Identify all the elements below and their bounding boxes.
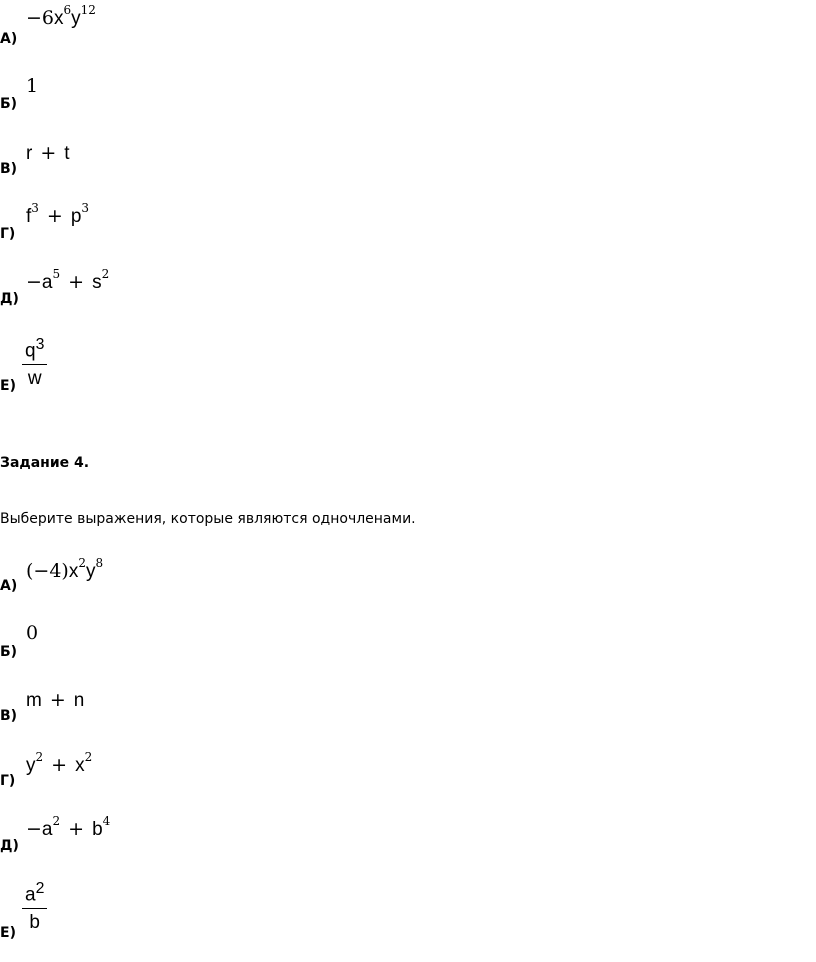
option-expression: $-6x^6y^{12}$ bbox=[26, 2, 96, 29]
fraction-numerator: $q^3$ bbox=[22, 334, 47, 365]
option-label: Б) bbox=[0, 96, 18, 112]
option-label: Г) bbox=[0, 226, 16, 242]
option-expression: m + n bbox=[26, 689, 85, 711]
option-label: А) bbox=[0, 578, 18, 594]
option-label: Б) bbox=[0, 644, 18, 660]
option-expression: $y^2 + x^2$ bbox=[26, 749, 93, 776]
fraction-denominator: b bbox=[29, 912, 40, 934]
option-expression: 1 bbox=[26, 75, 39, 97]
option-label: Г) bbox=[0, 773, 16, 789]
option-label: Е) bbox=[0, 925, 16, 941]
fraction bbox=[22, 334, 47, 390]
option-label: Е) bbox=[0, 378, 16, 394]
option-expression: $-a^2 + b^4$ bbox=[26, 813, 111, 840]
option-expression: $(-4)x^2y^8$ bbox=[26, 555, 104, 582]
fraction-denominator: w bbox=[27, 368, 42, 390]
option-label: Д) bbox=[0, 838, 19, 854]
option-label: В) bbox=[0, 161, 18, 177]
fraction-numerator: $a^2$ bbox=[22, 878, 47, 909]
option-label: Д) bbox=[0, 291, 19, 307]
option-expression: 0 bbox=[26, 622, 39, 644]
fraction bbox=[22, 878, 47, 934]
option-label: В) bbox=[0, 708, 18, 724]
task-prompt: Выберите выражения, которые являются одночленами. bbox=[0, 511, 416, 527]
option-expression: r + t bbox=[26, 142, 70, 164]
task-heading: Задание 4. bbox=[0, 455, 90, 471]
option-expression: $-a^5 + s^2$ bbox=[26, 266, 110, 293]
option-label: А) bbox=[0, 31, 18, 47]
option-expression: $f^3 + p^3$ bbox=[26, 200, 90, 227]
